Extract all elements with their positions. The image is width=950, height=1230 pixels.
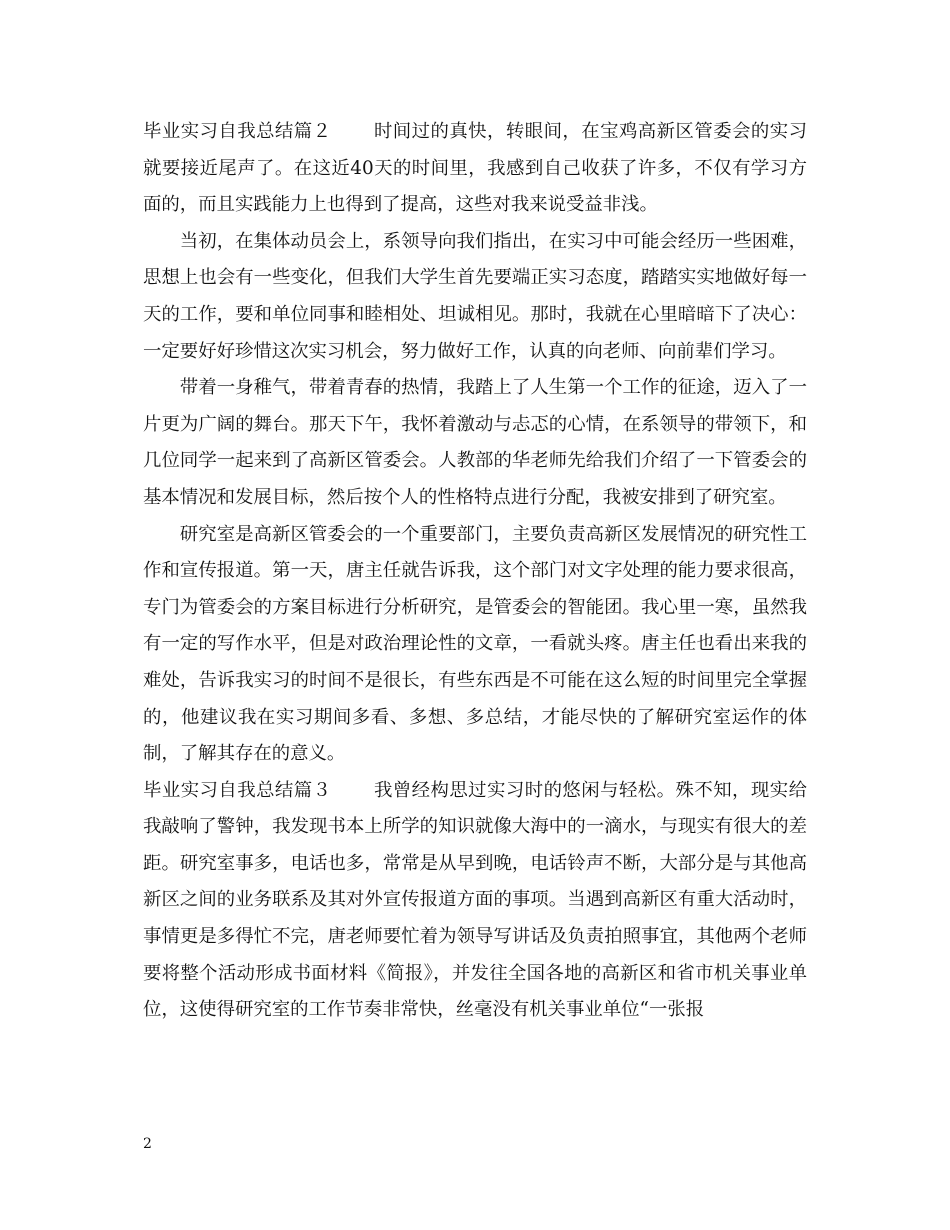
paragraph-text: 时间过的真快，转眼间，在宝鸡高新区管委会的实习就要接近尾声了。在这近40天的时间里，我感到自己收获了许多，不仅有学习方面的，而且实践能力上也得到了提高，这些对我来说受益非浅。 <box>143 121 807 216</box>
paragraph: 带着一身稚气，带着青春的热情，我踏上了人生第一个工作的征途，迈入了一片更为广阔的舞台。那天下午，我怀着激动与忐忑的心情，在系领导的带领下，和几位同学一起来到了高新区管委会。人教部的华老师先给我们介绍了一下管委会的基本情况和发展目标，然后按个人的性格特点进行分配，我被安排到了研究室。 <box>143 377 807 508</box>
paragraph: 研究室是高新区管委会的一个重要部门，主要负责高新区发展情况的研究性工作和宣传报道。第一天，唐主任就告诉我，这个部门对文字处理的能力要求很高，专门为管委会的方案目标进行分析研究，是管委会的智能团。我心里一寒，虽然我有一定的写作水平，但是对政治理论性的文章，一看就头疼。唐主任也看出来我的难处，告诉我实习的时间不是很长，有些东西是不可能在这么短的时间里完全掌握的，他建议我在实习期间多看、多想、多总结，才能尽快的了解研究室运作的体制，了解其存在的意义。 <box>143 523 807 765</box>
body-text <box>143 114 807 1029</box>
section-2-first-paragraph <box>143 114 807 224</box>
section-3-heading: 毕业实习自我总结篇３ <box>143 779 332 801</box>
section-2-heading: 毕业实习自我总结篇２ <box>143 121 332 142</box>
paragraph: 当初，在集体动员会上，系领导向我们指出，在实习中可能会经历一些困难，思想上也会有一些变化，但我们大学生首先要端正实习态度，踏踏实实地做好每一天的工作，要和单位同事和睦相处、坦诚相见。那时，我就在心里暗暗下了决心：一定要好好珍惜这次实习机会，努力做好工作，认真的向老师、向前辈们学习。 <box>143 230 807 362</box>
paragraph-text: 我曾经构思过实习时的悠闲与轻松。殊不知，现实给我敲响了警钟，我发现书本上所学的知识就像大海中的一滴水，与现实有很大的差距。研究室事多，电话也多，常常是从早到晚，电话铃声不断，大部分是与其他高新区之间的业务联系及其对外宣传报道方面的事项。当遇到高新区有重大活动时，事情更是多得忙不完，唐老师要忙着为领导写讲话及负责拍照事宜，其他两个老师要将整个活动形成书面材料《简报》，并发往全国各地的高新区和省市机关事业单位，这使得研究室的工作节奏非常快，丝毫没有机关事业单位“一张报 <box>143 779 807 1021</box>
section-3-first-paragraph <box>143 773 807 1029</box>
page-number: 2 <box>143 1136 152 1152</box>
